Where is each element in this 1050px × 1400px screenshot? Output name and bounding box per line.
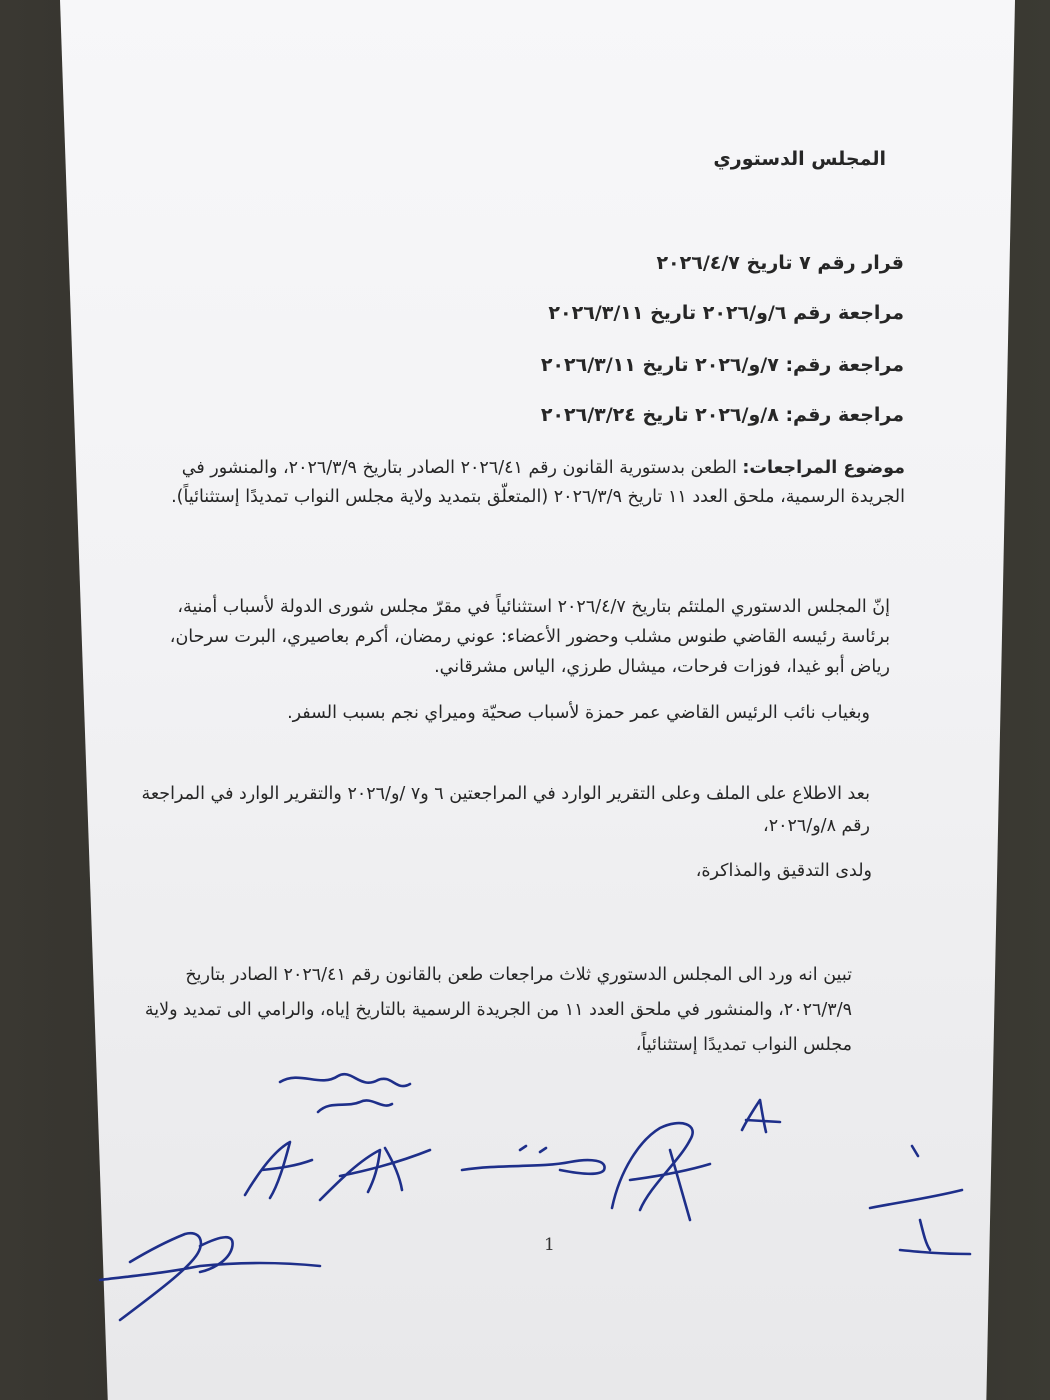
signature-stroke [870,1146,970,1254]
audit-paragraph: ولدى التدقيق والمذاكرة، [695,861,872,881]
subject-text: الطعن بدستورية القانون رقم ٢٠٢٦/٤١ الصادر بتاريخ ٢٠٢٦/٣/٩، والمنشور في الجريدة الرسمية، ملحق العدد ١١ تاريخ ٢٠٢٦/٣/٩ (المتعلّق بتمديد ولاية مجلس النواب تمديدًا إستثنائياً). [171,458,905,507]
review-number-8: مراجعة رقم: ٨/و/٢٠٢٦ تاريخ ٢٠٢٦/٣/٢٤ [540,404,904,426]
signature-stroke [100,1233,320,1320]
finding-paragraph: تبين انه ورد الى المجلس الدستوري ثلاث مراجعات طعن بالقانون رقم ٢٠٢٦/٤١ الصادر بتاريخ ٢٠٢٦/٣/٩، والمنشور في ملحق العدد ١١ من الجريدة الرسمية بالتاريخ إياه، والرامي الى تمديد ولاية مجلس النواب تمديدًا إستثنائياً، [144,965,852,1055]
signature-stroke [245,1142,312,1198]
signature-stroke [742,1100,780,1132]
signature-stroke [462,1146,605,1174]
signature-stroke [320,1148,430,1200]
decision-number: قرار رقم ٧ تاريخ ٢٠٢٦/٤/٧ [656,252,904,274]
signature-stroke [318,1100,392,1112]
page-title: المجلس الدستوري [713,148,886,170]
subject-label: موضوع المراجعات: [742,458,905,478]
session-paragraph: إنّ المجلس الدستوري الملتئم بتاريخ ٢٠٢٦/٤/٧ استثنائياً في مقرّ مجلس شورى الدولة لأسباب أمنية، برئاسة رئيسه القاضي طنوس مشلب وحضور الأعضاء: عوني رمضان، أكرم بعاصيري، البرت سرحان، رياض أبو غيدا، فوزات فرحات، ميشال طرزي، الياس مشرقاني. [169,597,890,677]
absence-paragraph: وبغياب نائب الرئيس القاضي عمر حمزة لأسباب صحيّة وميراي نجم بسبب السفر. [287,703,870,723]
page-number: 1 [544,1235,555,1255]
signature-stroke [280,1074,410,1086]
review-number-7: مراجعة رقم: ٧/و/٢٠٢٦ تاريخ ٢٠٢٦/٣/١١ [540,354,904,376]
review-paragraph: بعد الاطلاع على الملف وعلى التقرير الوارد في المراجعتين ٦ و٧ /و/٢٠٢٦ والتقرير الوارد في المراجعة رقم ٨/و/٢٠٢٦، [141,784,870,836]
review-number-6: مراجعة رقم ٦/و/٢٠٢٦ تاريخ ٢٠٢٦/٣/١١ [548,302,904,324]
signature-stroke [612,1123,710,1220]
